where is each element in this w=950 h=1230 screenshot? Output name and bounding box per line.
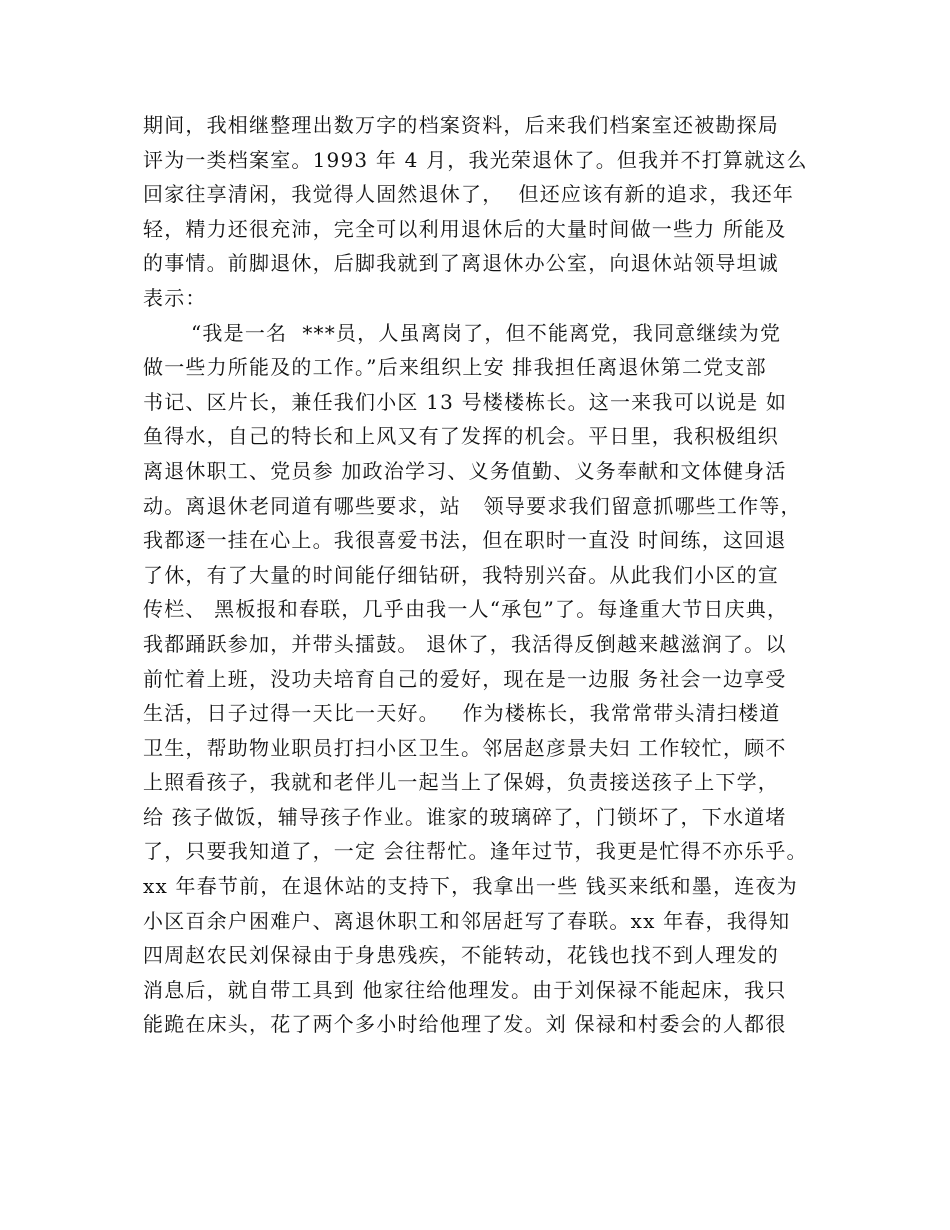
- text-line: 鱼得水，自己的特长和上风又有了发挥的机会。平日里，我积极组织: [143, 424, 779, 449]
- text-line: 回家往享清闲，我觉得人固然退休了， 但还应该有新的追求，我还年: [143, 182, 795, 207]
- text-line: 轻，精力还很充沛，完全可以利用退休后的大量时间做一些力 所能及: [143, 216, 787, 241]
- text-line: 卫生，帮助物业职员打扫小区卫生。邻居赵彦景夫妇 工作较忙，顾不: [143, 735, 787, 760]
- text-line: 前忙着上班，没功夫培育自己的爱好，现在是一边服 务社会一边享受: [143, 666, 787, 691]
- text-line: 书记、区片长，兼任我们小区 13 号楼楼栋长。这一来我可以说是 如: [143, 389, 788, 414]
- text-line: 四周赵农民刘保禄由于身患残疾，不能转动，花钱也找不到人理发的: [143, 943, 779, 968]
- text-line: 小区百余户困难户、离退休职工和邻居赶写了春联。xx 年春，我得知: [143, 908, 791, 933]
- text-line: 期间，我相继整理出数万字的档案资料，后来我们档案室还被勘探局: [143, 113, 779, 137]
- text-line: 离退休职工、党员参 加政治学习、义务值勤、义务奉献和文体健身活: [143, 458, 787, 483]
- body-text: [143, 108, 833, 1042]
- text-line: “我是一名 ***员，人虽离岗了，但不能离党，我同意继续为党: [191, 320, 782, 345]
- text-line: 能跪在床头，花了两个多小时给他理了发。刘 保禄和村委会的人都很: [143, 1012, 787, 1037]
- text-line: 了，只要我知道了，一定 会往帮忙。逢年过节，我更是忙得不亦乐乎。: [143, 839, 808, 864]
- text-line: 生活，日子过得一天比一天好。 作为楼栋长，我常常带头清扫楼道: [143, 701, 781, 726]
- text-line: 消息后，就自带工具到 他家往给他理发。由于刘保禄不能起床，我只: [143, 977, 787, 1002]
- text-line: 上照看孩子，我就和老伴儿一起当上了保姆，负责接送孩子上下学，: [143, 770, 779, 795]
- text-line: 的事情。前脚退休，后脚我就到了离退休办公室，向退休站领导坦诚: [143, 251, 779, 276]
- text-line: 我都踊跃参加，并带头擂鼓。 退休了，我活得反倒越来越滋润了。以: [143, 631, 787, 656]
- text-line: 表示：: [143, 285, 207, 310]
- text-line: 传栏、 黑板报和春联，几乎由我一人“承包”了。每逢重大节日庆典，: [143, 597, 789, 622]
- text-line: 做一些力所能及的工作。”后来组织上安 排我担任离退休第二党支部: [143, 355, 767, 380]
- text-line: 了休，有了大量的时间能仔细钻研，我特别兴奋。从此我们小区的宣: [143, 562, 779, 587]
- text-line: 动。离退休老同道有哪些要求，站 领导要求我们留意抓哪些工作等，: [143, 493, 802, 518]
- text-line: 给 孩子做饭，辅导孩子作业。谁家的玻璃碎了，门锁坏了，下水道堵: [143, 804, 787, 829]
- text-line: 我都逐一挂在心上。我很喜爱书法，但在职时一直没 时间练，这回退: [143, 528, 787, 553]
- text-line: xx 年春节前，在退休站的支持下，我拿出一些 钱买来纸和墨，连夜为: [143, 874, 798, 899]
- text-line: 评为一类档案室。1993 年 4 月，我光荣退休了。但我并不打算就这么: [143, 147, 808, 172]
